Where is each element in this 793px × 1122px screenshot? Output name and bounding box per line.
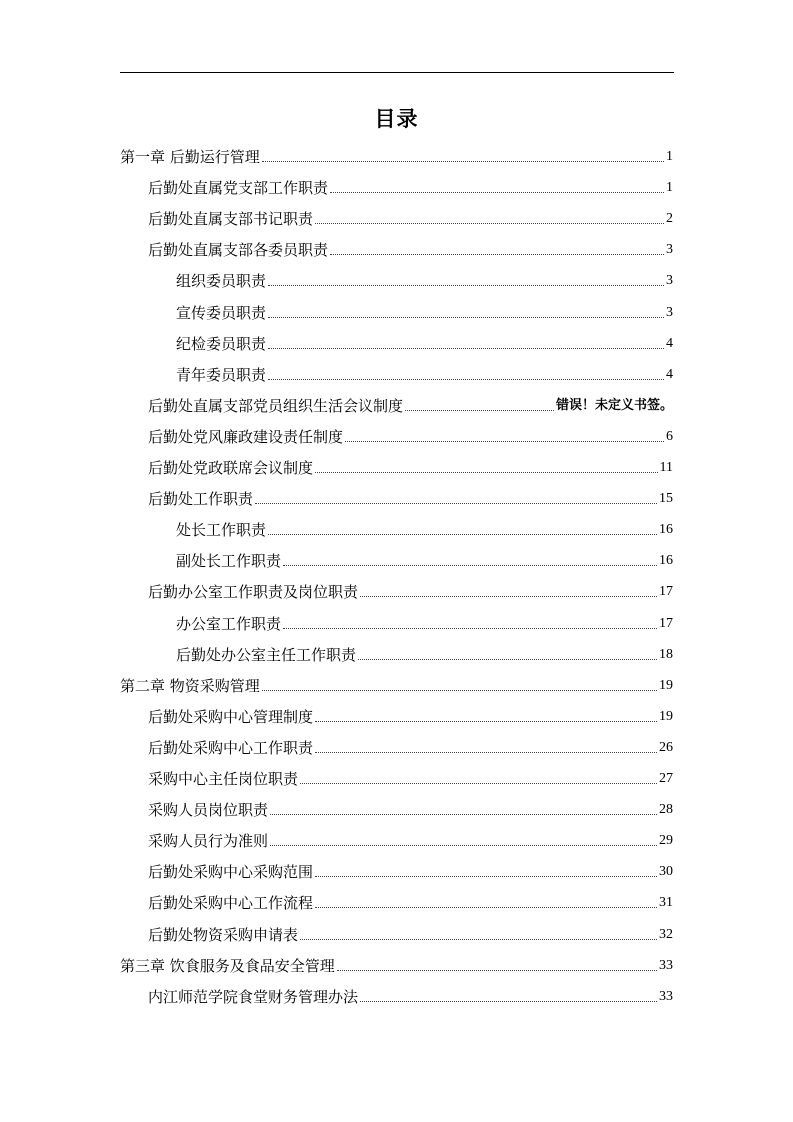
toc-entry-label: 采购人员行为准则 [148, 832, 269, 851]
dot-leader [268, 317, 664, 318]
toc-entry-page: 18 [659, 646, 673, 662]
toc-entry-label: 后勤处直属支部各委员职责 [148, 241, 329, 260]
toc-entry[interactable] [148, 237, 673, 259]
dot-leader [315, 907, 657, 908]
toc-entry-label: 后勤处采购中心工作流程 [148, 894, 314, 913]
toc-entry-label: 后勤处采购中心管理制度 [148, 707, 314, 726]
toc-entry-page: 30 [659, 864, 673, 880]
toc-entry-label: 采购中心主任岗位职责 [148, 770, 299, 788]
toc-entry-page: 3 [666, 304, 673, 320]
toc-entry-page: 26 [659, 739, 673, 755]
toc-entry[interactable] [120, 953, 673, 975]
dot-leader [255, 503, 657, 504]
header-rule [120, 72, 674, 73]
toc-entry[interactable] [148, 984, 673, 1006]
toc-entry[interactable] [148, 735, 673, 757]
toc-entry[interactable] [176, 548, 673, 570]
toc-entry-page: 19 [659, 677, 673, 693]
toc-entry[interactable] [148, 175, 673, 197]
toc-entry[interactable] [148, 424, 673, 446]
toc-entry[interactable] [120, 673, 673, 695]
dot-leader [268, 348, 664, 349]
toc-entry[interactable] [148, 797, 673, 819]
toc-entry-page: 4 [666, 335, 673, 351]
toc-entry-label: 第一章 后勤运行管理 [120, 148, 260, 166]
toc-entry-page: 1 [666, 180, 673, 196]
toc-entry-page: 17 [659, 615, 673, 631]
dot-leader [330, 254, 664, 255]
toc-entry-label: 处长工作职责 [176, 521, 267, 540]
dot-leader [315, 721, 657, 722]
dot-leader [358, 659, 657, 660]
toc-entry-page: 33 [659, 957, 673, 973]
toc-entry-label: 后勤办公室工作职责及岗位职责 [148, 583, 359, 602]
toc-entry[interactable] [176, 331, 673, 353]
toc-entry-page: 15 [659, 491, 673, 507]
toc-entry-page: 16 [659, 553, 673, 569]
dot-leader [262, 690, 657, 691]
toc-entry-label: 后勤处党政联席会议制度 [148, 459, 314, 477]
dot-leader [300, 783, 657, 784]
toc-entry[interactable] [176, 517, 673, 539]
toc-entry[interactable] [148, 922, 673, 944]
toc-entry-label: 后勤处直属党支部工作职责 [148, 179, 329, 198]
toc-entry-label: 第三章 饮食服务及食品安全管理 [120, 956, 335, 975]
dot-leader [315, 472, 658, 473]
toc-entry[interactable] [148, 859, 673, 881]
toc-entry-label: 后勤处党风廉政建设责任制度 [148, 427, 344, 446]
toc-entry-page: 19 [659, 708, 673, 724]
toc-entry[interactable] [148, 486, 673, 508]
toc-entry-label: 组织委员职责 [176, 272, 267, 291]
dot-leader [360, 596, 657, 597]
dot-leader [283, 628, 657, 629]
dot-leader [315, 876, 657, 877]
dot-leader [262, 161, 664, 162]
toc-entry-label: 副处长工作职责 [176, 552, 282, 571]
toc-entry-page: 16 [659, 522, 673, 538]
toc-entry-page: 6 [666, 428, 673, 444]
dot-leader [268, 379, 664, 380]
dot-leader [268, 285, 664, 286]
toc-entry-page: 33 [659, 988, 673, 1004]
toc-entry[interactable] [120, 144, 673, 166]
toc-entry-page: 3 [666, 242, 673, 258]
toc-entry-label: 纪检委员职责 [176, 334, 267, 353]
toc-entry[interactable] [148, 206, 673, 228]
toc-entry-page: 17 [659, 584, 673, 600]
dot-leader [268, 534, 657, 535]
dot-leader [270, 814, 657, 815]
dot-leader [300, 939, 657, 940]
toc-entry[interactable] [148, 828, 673, 850]
toc-entry-label: 后勤处直属支部书记职责 [148, 210, 314, 229]
dot-leader [315, 223, 664, 224]
toc-entry-page: 错误！未定义书签。 [555, 397, 673, 413]
dot-leader [405, 410, 554, 411]
toc-entry-page: 4 [666, 366, 673, 382]
toc-entry-page: 11 [659, 460, 673, 475]
toc-entry-label: 青年委员职责 [176, 365, 267, 384]
dot-leader [345, 441, 664, 442]
toc-entry-label: 后勤处采购中心采购范围 [148, 863, 314, 882]
toc-entry-label: 后勤处工作职责 [148, 490, 254, 509]
toc-entry[interactable] [148, 766, 673, 788]
dot-leader [283, 565, 657, 566]
toc-entry[interactable] [176, 362, 673, 384]
toc-entry[interactable] [148, 579, 673, 601]
toc-entry-label: 后勤处采购中心工作职责 [148, 738, 314, 757]
toc-entry-label: 后勤处物资采购申请表 [148, 925, 299, 944]
toc-entry[interactable] [148, 455, 673, 477]
toc-entry-label: 第二章 物资采购管理 [120, 676, 260, 695]
toc-entry-page: 32 [659, 926, 673, 942]
dot-leader [330, 192, 664, 193]
toc-entry-page: 3 [666, 273, 673, 289]
toc-entry[interactable] [176, 300, 673, 322]
toc-entry-page: 1 [666, 149, 673, 164]
toc-entry[interactable] [176, 268, 673, 290]
toc-entry[interactable] [148, 393, 673, 415]
toc-entry-page: 28 [659, 802, 673, 818]
toc-entry-label: 后勤处直属支部党员组织生活会议制度 [148, 396, 404, 415]
dot-leader [337, 970, 657, 971]
dot-leader [315, 752, 657, 753]
toc-entry[interactable] [148, 890, 673, 912]
toc-entry-label: 内江师范学院食堂财务管理办法 [148, 987, 359, 1006]
toc-entry-page: 31 [659, 895, 673, 911]
toc-entry-page: 2 [666, 211, 673, 227]
toc-title: 目录 [374, 107, 419, 131]
toc-entry-label: 宣传委员职责 [176, 303, 267, 322]
toc-entry-page: 27 [659, 771, 673, 786]
toc-entry-page: 29 [659, 833, 673, 849]
toc-entry[interactable] [176, 611, 673, 633]
toc-entry-label: 采购人员岗位职责 [148, 801, 269, 820]
toc-entry[interactable] [148, 704, 673, 726]
toc-entry[interactable] [176, 642, 673, 664]
toc-entry-label: 办公室工作职责 [176, 614, 282, 633]
toc-entry-label: 后勤处办公室主任工作职责 [176, 645, 357, 664]
dot-leader [270, 845, 657, 846]
dot-leader [360, 1001, 657, 1002]
